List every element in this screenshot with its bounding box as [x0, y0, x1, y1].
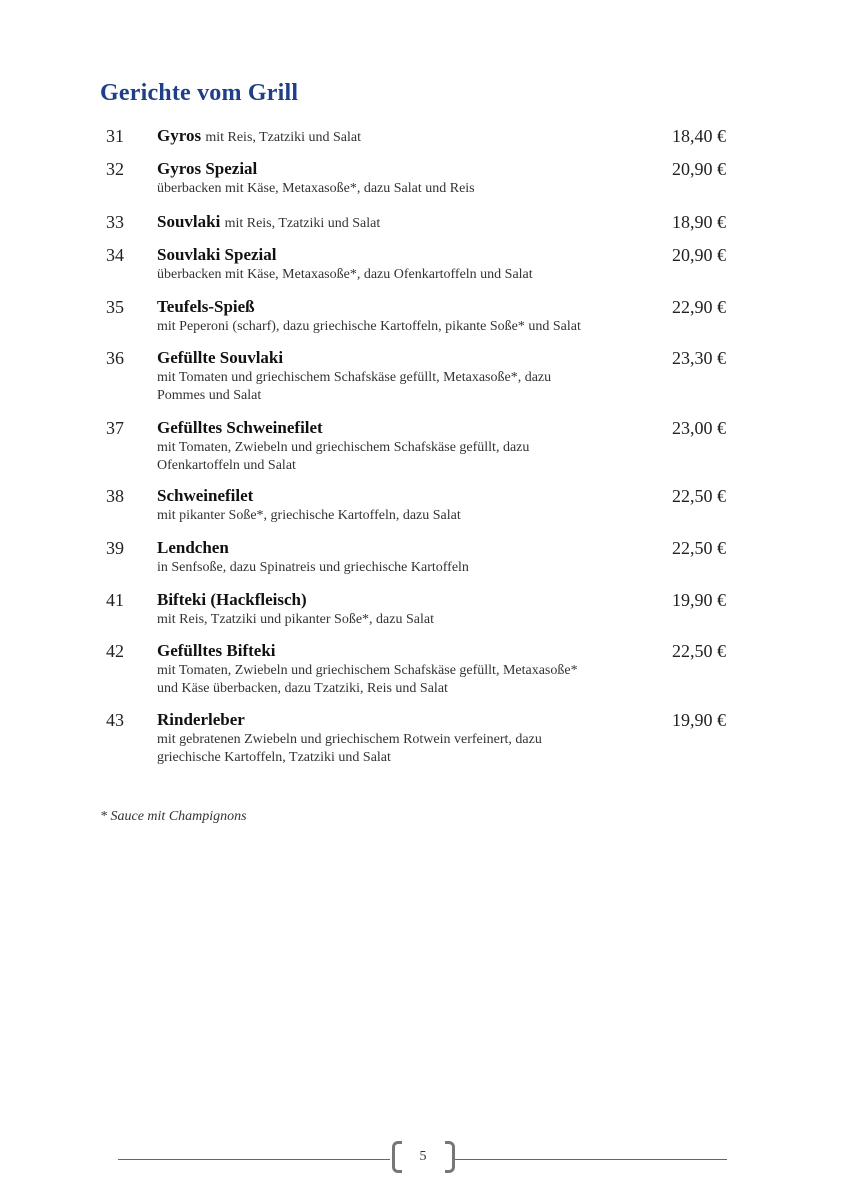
item-name-line: [157, 709, 637, 731]
item-body: [157, 296, 637, 336]
item-name-line: [157, 417, 637, 439]
section-title: Gerichte vom Grill: [100, 80, 299, 106]
item-name: Souvlaki Spezial: [157, 245, 277, 264]
item-body: [157, 709, 637, 767]
item-name: Souvlaki: [157, 212, 221, 231]
item-body: [157, 485, 637, 525]
item-description-line: mit Peperoni (scharf), dazu griechische Kartoffeln, pikante Soße* und Salat: [157, 319, 581, 334]
item-body: [157, 417, 637, 475]
item-body: [157, 125, 637, 149]
item-body: [157, 211, 637, 235]
item-body: [157, 244, 637, 284]
item-name-line: [157, 485, 637, 507]
item-name: Rinderleber: [157, 710, 245, 729]
item-description-line: und Käse überbacken, dazu Tzatziki, Reis und Salat: [157, 681, 448, 696]
footnote: * Sauce mit Champignons: [100, 809, 247, 824]
item-name: Schweinefilet: [157, 486, 254, 505]
item-description-line: mit Tomaten und griechischem Schafskäse gefüllt, Metaxasoße*, dazu: [157, 370, 552, 385]
item-price: 19,90 €: [672, 710, 726, 730]
item-number: 36: [106, 348, 124, 368]
item-name-line: [157, 125, 637, 149]
item-number: 41: [106, 590, 124, 610]
item-name: Teufels-Spieß: [157, 297, 255, 316]
item-number: 39: [106, 538, 124, 558]
item-name-line: [157, 211, 637, 235]
item-number: 42: [106, 641, 124, 661]
item-name: Gefülltes Schweinefilet: [157, 418, 323, 437]
footer-rule-left: [118, 1159, 390, 1160]
item-number: 33: [106, 212, 124, 232]
item-description-line: mit Tomaten, Zwiebeln und griechischem Schafskäse gefüllt, dazu: [157, 440, 530, 455]
item-number: 31: [106, 126, 124, 146]
item-number: 38: [106, 486, 124, 506]
item-price: 22,90 €: [672, 297, 726, 317]
item-body: [157, 589, 637, 629]
item-description-line: überbacken mit Käse, Metaxasoße*, dazu Ofenkartoffeln und Salat: [157, 267, 533, 282]
item-inline-description: mit Reis, Tzatziki und Salat: [224, 216, 381, 231]
item-description-line: in Senfsoße, dazu Spinatreis und griechische Kartoffeln: [157, 560, 469, 575]
item-description-line: Pommes und Salat: [157, 388, 262, 403]
item-name: Bifteki (Hackfleisch): [157, 590, 307, 609]
page-number: 5: [419, 1149, 427, 1164]
item-description-line: überbacken mit Käse, Metaxasoße*, dazu Salat und Reis: [157, 181, 475, 196]
item-number: 32: [106, 159, 124, 179]
item-price: 22,50 €: [672, 538, 726, 558]
item-description-line: mit Tomaten, Zwiebeln und griechischem Schafskäse gefüllt, Metaxasoße*: [157, 663, 578, 678]
item-body: [157, 537, 637, 577]
item-name-line: [157, 347, 637, 369]
item-inline-description: mit Reis, Tzatziki und Salat: [205, 130, 361, 145]
item-description-line: mit Reis, Tzatziki und pikanter Soße*, dazu Salat: [157, 612, 434, 627]
item-price: 18,90 €: [672, 212, 726, 232]
item-number: 37: [106, 418, 124, 438]
item-body: [157, 640, 637, 698]
item-price: 18,40 €: [672, 126, 726, 146]
item-body: [157, 347, 637, 405]
item-number: 35: [106, 297, 124, 317]
item-name-line: [157, 589, 637, 611]
item-name: Gyros Spezial: [157, 159, 258, 178]
item-name-line: [157, 244, 637, 266]
item-price: 23,30 €: [672, 348, 726, 368]
item-description-line: mit pikanter Soße*, griechische Kartoffeln, dazu Salat: [157, 508, 461, 523]
item-name-line: [157, 640, 637, 662]
item-name: Gefüllte Souvlaki: [157, 348, 284, 367]
item-name-line: [157, 296, 637, 318]
item-price: 20,90 €: [672, 245, 726, 265]
item-number: 34: [106, 245, 124, 265]
footer-bracket-left: [392, 1141, 402, 1173]
item-description-line: mit gebratenen Zwiebeln und griechischem Rotwein verfeinert, dazu: [157, 732, 542, 747]
item-description-line: Ofenkartoffeln und Salat: [157, 458, 296, 473]
item-price: 23,00 €: [672, 418, 726, 438]
item-name-line: [157, 537, 637, 559]
item-name: Lendchen: [157, 538, 229, 557]
item-name: Gyros: [157, 126, 202, 145]
item-name: Gefülltes Bifteki: [157, 641, 276, 660]
item-price: 19,90 €: [672, 590, 726, 610]
item-body: [157, 158, 637, 198]
footer-bracket-right: [445, 1141, 455, 1173]
item-number: 43: [106, 710, 124, 730]
item-price: 20,90 €: [672, 159, 726, 179]
item-price: 22,50 €: [672, 641, 726, 661]
item-description-line: griechische Kartoffeln, Tzatziki und Salat: [157, 750, 391, 765]
item-name-line: [157, 158, 637, 180]
footer-rule-right: [455, 1159, 727, 1160]
item-price: 22,50 €: [672, 486, 726, 506]
